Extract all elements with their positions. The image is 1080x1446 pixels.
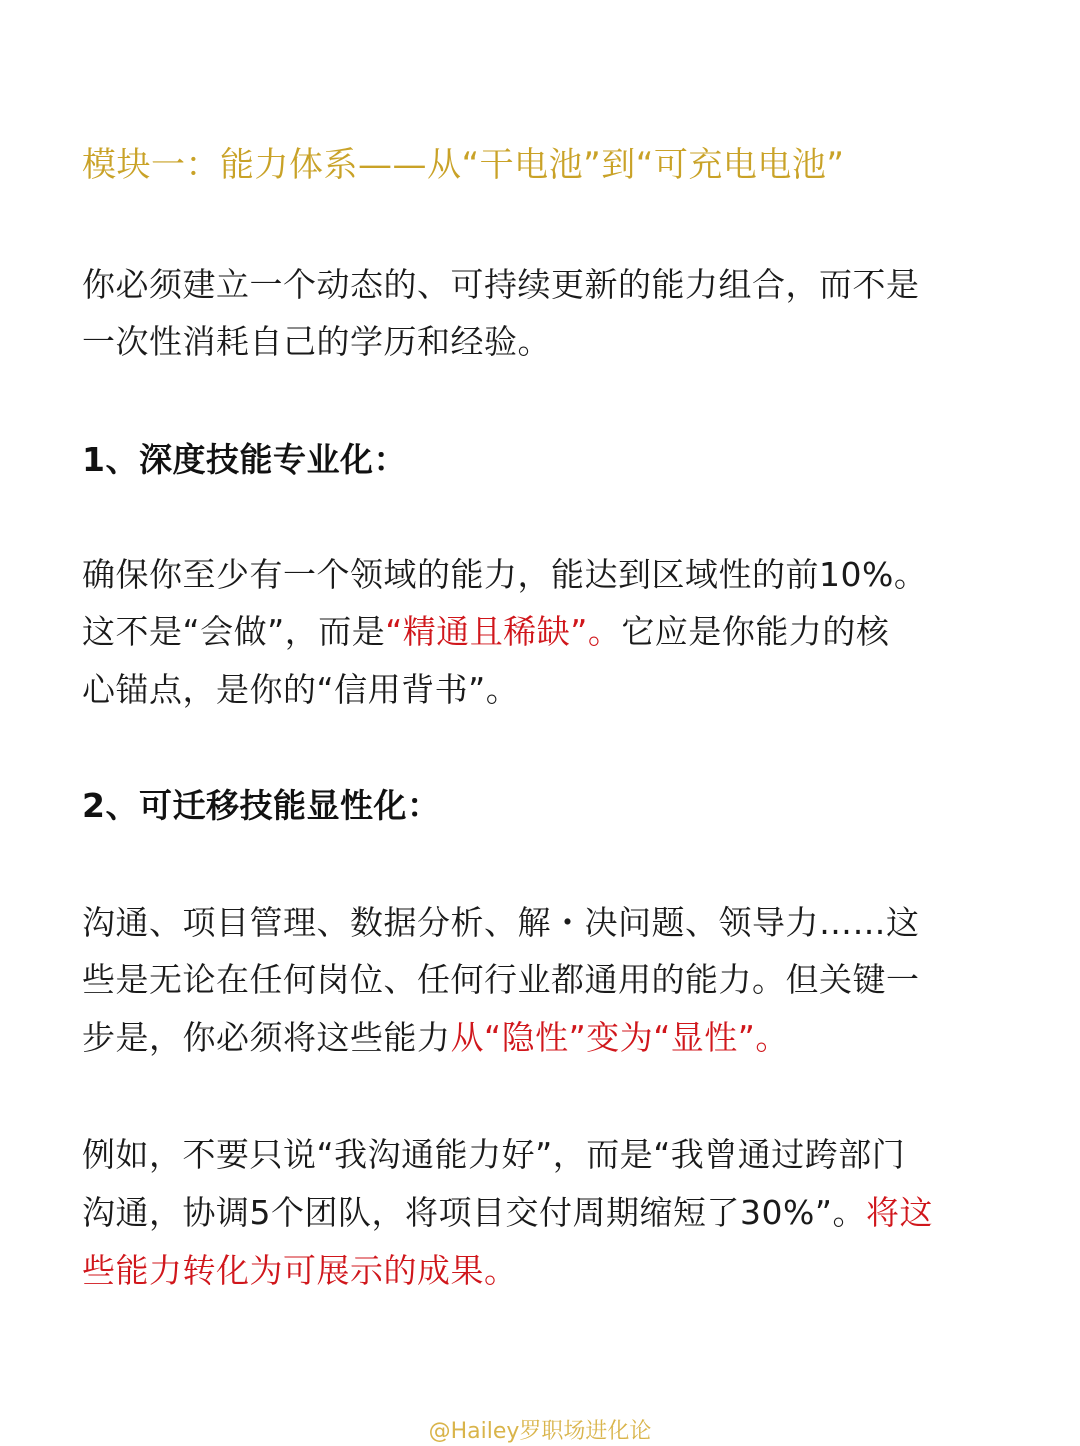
- example-line-2-text: 沟通，协调5个团队，将项目交付周期缩短了30%”。: [82, 1193, 866, 1232]
- watermark: @Hailey罗职场进化论: [428, 1419, 652, 1444]
- section-1-line-2-text: 这不是“会做”，而是: [82, 612, 386, 651]
- section-2-heading: 2、可迁移技能显性化：: [82, 786, 441, 825]
- section-2-line-2: 些是无论在任何岗位、任何行业都通用的能力。但关键一: [82, 960, 920, 999]
- section-2-line-3: [82, 1018, 789, 1058]
- section-1-heading: 1、深度技能专业化：: [82, 440, 407, 479]
- example-highlight-start: 将这: [865, 1193, 933, 1232]
- intro-line-1: 你必须建立一个动态的、可持续更新的能力组合，而不是: [82, 265, 920, 304]
- section-1-line-2: [82, 612, 889, 652]
- example-line-3: 些能力转化为可展示的成果。: [82, 1251, 518, 1290]
- section-1-line-1: 确保你至少有一个领域的能力，能达到区域性的前10%。: [82, 555, 928, 594]
- intro-line-2: 一次性消耗自己的学历和经验。: [82, 322, 551, 361]
- section-2-line-1: 沟通、项目管理、数据分析、解・决问题、领导力……这: [82, 903, 920, 942]
- section-2-highlight: 从“隐性”变为“显性”。: [450, 1018, 789, 1057]
- section-1-highlight: “精通且稀缺”。: [385, 612, 622, 651]
- example-line-2: [82, 1193, 933, 1233]
- module-title: 模块一：能力体系——从“干电池”到“可充电电池”: [82, 145, 845, 185]
- section-1-line-3: 心锚点，是你的“信用背书”。: [82, 670, 520, 709]
- section-1-line-2-tail: 它应是你能力的核: [621, 612, 890, 651]
- example-line-1: 例如，不要只说“我沟通能力好”，而是“我曾通过跨部门: [82, 1135, 906, 1174]
- section-2-line-3-text: 步是，你必须将这些能力: [82, 1018, 451, 1057]
